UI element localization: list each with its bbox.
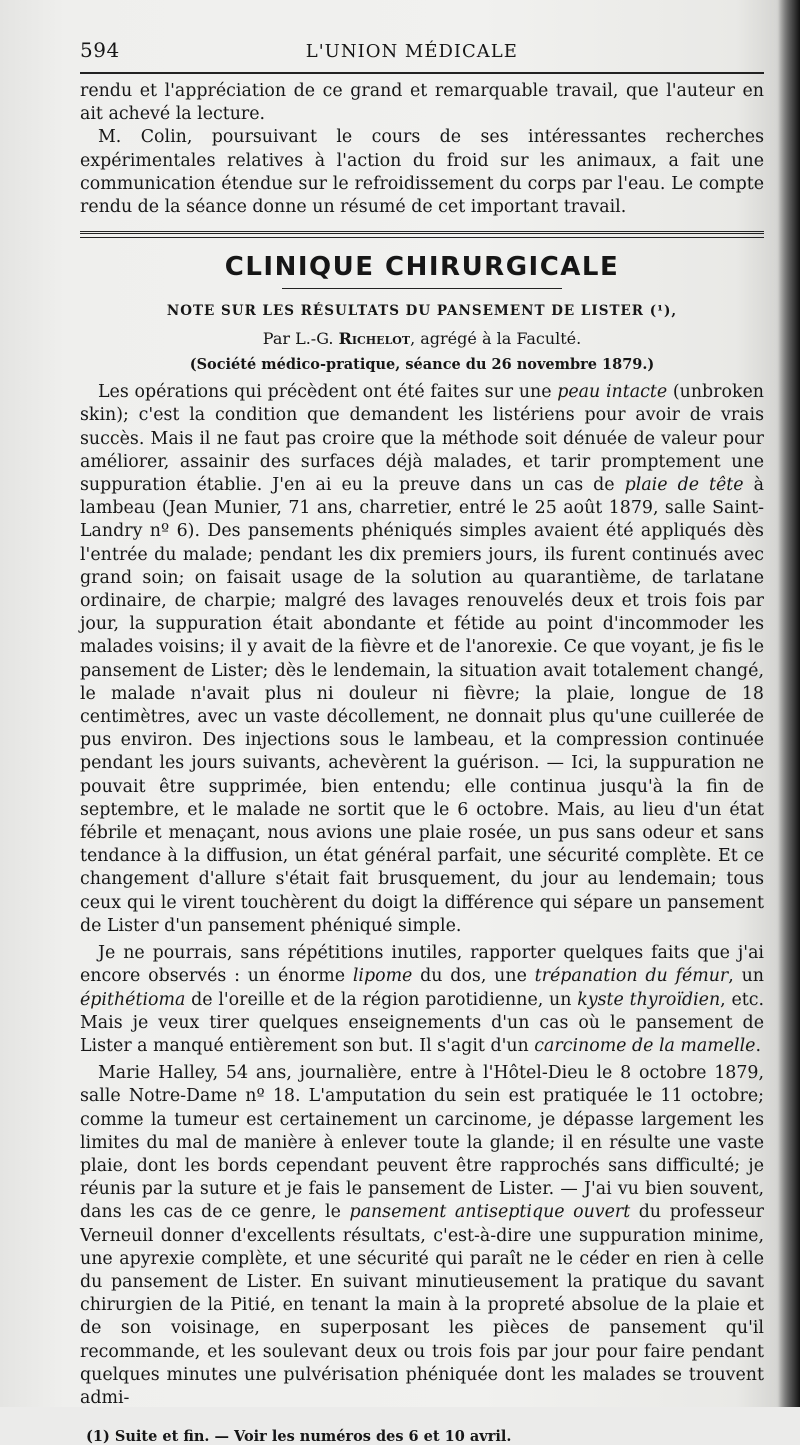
body-paragraph-1 bbox=[80, 381, 764, 938]
italic-run: épithétioma bbox=[80, 989, 186, 1010]
text-run: Je ne pourrais, sans répétitions inutiles, rapporter quelques faits que j'ai encore observés : un énorme bbox=[80, 943, 764, 987]
text-run: , etc. Mais je veux tirer quelques enseignements d'un cas où le pansement de Lister a manqué entièrement son but. Il s'agit d'un bbox=[80, 989, 765, 1056]
italic-run: peau intacte bbox=[557, 382, 668, 403]
intro-paragraph-2: M. Colin, poursuivant le cours de ses intéressantes recherches expérimentales relatives à l'action du froid sur les animaux, a fait une communication étendue sur le refroidissement du corps par l'eau. Le compte rendu de la séance donne un résumé de cet important travail. bbox=[80, 127, 764, 218]
text-run: à lambeau (Jean Munier, 71 ans, charretier, entré le 25 août 1879, salle Saint-Landry nº 6). Des pansements phéniqués simples avaient été appliqués dès l'entrée du malade; pendant les dix premiers jours, ils furent continués avec grand soin; on faisait usage de la solution au quarantième, de tarlatane ordinaire, de charpie; malgré des lavages renouvelés deux et trois fois par jour, la suppuration était abondante et fétide au point d'incommoder les malades voisins; il y avait de la fièvre et de l'anorexie. Ce que voyant, je fis le pansement de Lister; dès le lendemain, la situation avait totalement changé, le malade n'avait plus ni douleur ni fièvre; la plaie, longue de 18 centimètres, avec un vaste décollement, ne donnait plus qu'une cuillerée de pus environ. Des injections sous le lambeau, et la compression continuée pendant les jours suivants, achevèrent la guérison. — Ici, la suppuration ne pouvait être supprimée, bien entendu; elle continua jusqu'à la fin de septembre, et le malade ne sortit que le 6 octobre. Mais, au lieu d'un état fébrile et menaçant, nous avions une plaie rosée, un pus sans odeur et sans tendance à la diffusion, un état général parfait, une sécurité complète. Et ce changement d'allure s'était fait brusquement, du jour au lendemain; tous ceux qui le virent touchèrent du doigt la différence qui sépare un pansement de Lister d'un pansement phéniqué simple. bbox=[80, 475, 764, 936]
byline-suffix: , agrégé à la Faculté. bbox=[410, 329, 582, 349]
text-run: , un bbox=[728, 966, 764, 987]
page-header bbox=[80, 38, 764, 62]
body-paragraph-2 bbox=[80, 942, 764, 1058]
page-number: 594 bbox=[80, 38, 120, 62]
book-spine-shadow bbox=[778, 0, 800, 1407]
text-run: . bbox=[755, 1035, 761, 1056]
italic-run: trépanation du fémur bbox=[534, 966, 729, 987]
note-title: NOTE SUR LES RÉSULTATS DU PANSEMENT DE LISTER (¹), bbox=[166, 303, 678, 320]
text-run: (unbroken skin); c'est la condition que demandent les listériens pour avoir de vrais succès. Mais il ne faut pas croire que la méthode soit dénuée de valeur pour améliorer, assainir des surfaces déjà malades, et tarir promptement une suppuration établie. J'en ai eu la preuve dans un cas de bbox=[80, 382, 764, 496]
footnote: (1) Suite et fin. — Voir les numéros des 6 et 10 avril. bbox=[86, 1428, 512, 1445]
intro-paragraph-1: rendu et l'appréciation de ce grand et remarquable travail, que l'auteur en ait achevé la lecture. bbox=[80, 81, 764, 125]
header-rule bbox=[80, 72, 764, 74]
byline bbox=[80, 329, 764, 348]
title-underline bbox=[282, 288, 562, 289]
byline-author: Richelot bbox=[338, 329, 411, 349]
society-session: (Société médico-pratique, séance du 26 novembre 1879.) bbox=[189, 356, 655, 374]
italic-run: pansement antiseptique ouvert bbox=[349, 1202, 631, 1223]
text-run: du professeur Verneuil donner d'excellents résultats, c'est-à-dire une suppuration minime, une apyrexie complète, et une sécurité qui paraît ne le céder en rien à celle du pansement de Lister. En suivant minutieusement la pratique du savant chirurgien de la Pitié, en tenant la main à la propreté absolue de la plaie et de son voisinage, en superposant les pièces de pansement qu'il recommande, et les soulevant deux ou trois fois par jour pour faire pendant quelques minutes une pulvérisation phéniquée dont les malades se trouvent admi- bbox=[80, 1202, 764, 1408]
text-run: du dos, une bbox=[412, 966, 535, 987]
section-rule bbox=[80, 231, 764, 238]
italic-run: lipome bbox=[352, 966, 413, 987]
running-title: L'UNION MÉDICALE bbox=[305, 41, 518, 62]
text-run: de l'oreille et de la région parotidienne, un bbox=[185, 989, 578, 1010]
italic-run: plaie de tête bbox=[624, 475, 744, 496]
text-run: Marie Halley, 54 ans, journalière, entre à l'Hôtel-Dieu le 8 octobre 1879, salle Notre-Dame nº 18. L'amputation du sein est pratiquée le 11 octobre; comme la tumeur est certainement un carcinome, je dépasse largement les limites du mal de manière à enlever toute la glande; il en résulte une vaste plaie, dont les bords cependant peuvent être rapprochés sans difficulté; je réunis par la suture et je fais le pansement de Lister. — J'ai vu bien souvent, dans les cas de ce genre, le bbox=[80, 1063, 764, 1223]
italic-run: carcinome de la mamelle bbox=[534, 1035, 756, 1056]
text-run: Les opérations qui précèdent ont été faites sur une bbox=[98, 382, 558, 403]
body-paragraph-3 bbox=[80, 1062, 764, 1410]
italic-run: kyste thyroïdien bbox=[577, 989, 721, 1010]
section-title: CLINIQUE CHIRURGICALE bbox=[224, 252, 620, 283]
byline-prefix: Par L.-G. bbox=[262, 329, 339, 349]
